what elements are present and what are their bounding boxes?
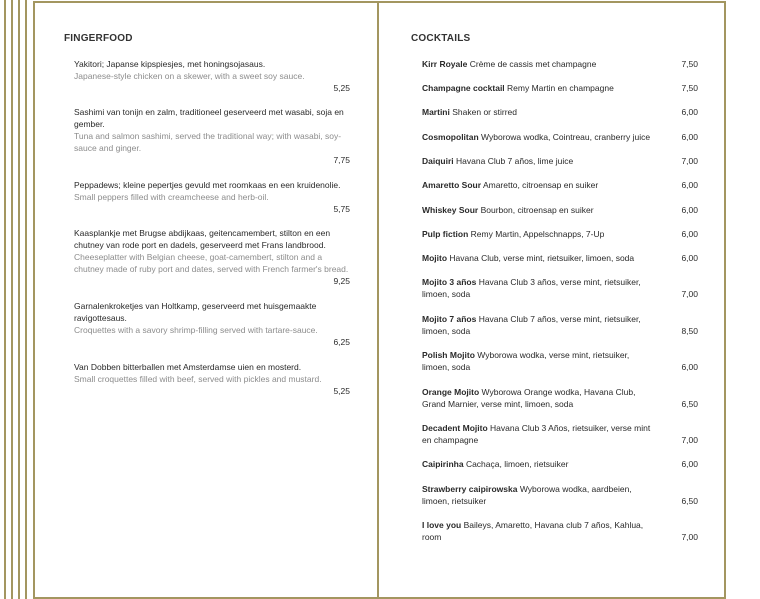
cocktail-price: 6,00 [681,229,698,239]
cocktail-price: 6,00 [681,107,698,117]
cocktail-price: 6,00 [681,132,698,142]
cocktail-price: 6,50 [681,496,698,506]
cocktail-name: Champagne cocktail [422,83,505,93]
cocktail-price: 6,00 [681,362,698,372]
menu-item [74,300,350,348]
cocktail-price: 7,00 [681,156,698,166]
cocktail-ingredients: Havana Club 3 Años, rietsuiker, verse mint en champagne [422,423,651,445]
cocktail-item [422,155,658,167]
cocktail-price: 7,00 [681,435,698,445]
cocktail-item [422,483,658,507]
cocktail-price: 6,00 [681,459,698,469]
cocktail-ingredients: Cachaça, limoen, rietsuiker [465,459,569,469]
item-description-english: Japanese-style chicken on a skewer, with a sweet soy sauce. [74,71,305,81]
cocktail-item [422,131,658,143]
cocktail-item [422,58,658,70]
item-description-dutch: Garnalenkroketjes van Holtkamp, geserveerd met huisgemaakte ravigottesaus. [74,301,317,323]
fingerfood-heading: FINGERFOOD [64,33,133,44]
cocktail-name: Decadent Mojito [422,423,488,433]
cocktail-ingredients: Shaken or stirred [452,107,517,117]
cocktail-ingredients: Remy Martin en champagne [507,83,614,93]
cocktail-item [422,276,658,300]
item-description-english: Small croquettes filled with beef, served with pickles and mustard. [74,374,322,384]
item-description-english: Small peppers filled with creamcheese and herb-oil. [74,192,269,202]
cocktail-ingredients: Wyborowa Orange wodka, Havana Club, Grand Marnier, verse mint, limoen, soda [422,387,636,409]
decorative-rule [18,0,20,599]
cocktail-price: 6,00 [681,205,698,215]
cocktail-name: I love you [422,520,462,530]
decorative-rule [25,0,27,599]
cocktail-ingredients: Amaretto, citroensap en suiker [482,180,599,190]
item-description-english: Cheeseplatter with Belgian cheese, goat-camembert, stilton and a chutney made of ruby port and dates, served with French farmer's bread. [74,252,349,274]
cocktail-price: 7,00 [681,289,698,299]
item-price: 5,25 [333,386,350,396]
cocktail-name: Mojito 3 años [422,277,477,287]
item-description-dutch: Kaasplankje met Brugse abdijkaas, geitencamembert, stilton en een chutney van rode port en dadels, geserveerd met Frans landbrood. [74,228,331,250]
cocktail-price: 7,50 [681,59,698,69]
decorative-rule [11,0,13,599]
cocktail-name: Whiskey Sour [422,205,479,215]
item-description-dutch: Sashimi van tonijn en zalm, traditioneel geserveerd met wasabi, soja en gember. [74,107,344,129]
cocktail-item [422,386,658,410]
cocktail-name: Cosmopolitan [422,132,479,142]
cocktail-item [422,228,658,240]
item-price: 9,25 [333,276,350,286]
cocktail-item [422,349,658,373]
menu-item [74,106,350,166]
menu-item [74,361,350,397]
cocktail-name: Pulp fiction [422,229,469,239]
cocktail-ingredients: Havana Club 3 años, verse mint, rietsuiker, limoen, soda [422,277,641,299]
column-divider [377,1,379,599]
cocktail-name: Polish Mojito [422,350,475,360]
item-description-english: Croquettes with a savory shrimp-filling served with tartare-sauce. [74,325,318,335]
cocktail-item [422,204,658,216]
cocktail-price: 8,50 [681,326,698,336]
item-description-english: Tuna and salmon sashimi, served the traditional way; with wasabi, soy-sauce and ginger. [74,131,342,153]
cocktail-price: 6,00 [681,180,698,190]
cocktail-price: 6,00 [681,253,698,263]
cocktail-name: Amaretto Sour [422,180,482,190]
cocktail-item [422,82,658,94]
menu-item [74,227,350,287]
cocktail-ingredients: Havana Club 7 años, lime juice [456,156,574,166]
item-price: 5,75 [333,204,350,214]
cocktail-item [422,519,658,543]
cocktail-item [422,458,658,470]
cocktail-price: 6,50 [681,399,698,409]
cocktail-name: Orange Mojito [422,387,480,397]
item-description-dutch: Yakitori; Japanse kipspiesjes, met honingsojasaus. [74,59,266,69]
cocktail-name: Mojito [422,253,448,263]
cocktail-price: 7,50 [681,83,698,93]
cocktail-ingredients: Baileys, Amaretto, Havana club 7 años, Kahlua, room [422,520,644,542]
cocktail-name: Strawberry caipirowska [422,484,518,494]
cocktail-ingredients: Wyborowa wodka, Cointreau, cranberry juice [481,132,651,142]
cocktail-item [422,179,658,191]
item-price: 7,75 [333,155,350,165]
cocktails-heading: COCKTAILS [411,33,471,44]
cocktail-item [422,252,658,264]
cocktail-item [422,313,658,337]
cocktail-name: Martini [422,107,450,117]
item-price: 5,25 [333,83,350,93]
cocktail-name: Kirr Royale [422,59,468,69]
cocktail-item [422,422,658,446]
item-price: 6,25 [333,337,350,347]
cocktail-ingredients: Crème de cassis met champagne [469,59,597,69]
cocktail-ingredients: Wyborowa wodka, verse mint, rietsuiker, limoen, soda [422,350,630,372]
cocktail-ingredients: Havana Club 7 años, verse mint, rietsuiker, limoen, soda [422,314,641,336]
decorative-rule [4,0,6,599]
item-description-dutch: Peppadews; kleine pepertjes gevuld met roomkaas en een kruidenolie. [74,180,341,190]
cocktail-name: Caipirinha [422,459,464,469]
cocktail-item [422,106,658,118]
cocktail-ingredients: Havana Club, verse mint, rietsuiker, limoen, soda [449,253,635,263]
cocktail-ingredients: Wyborowa wodka, aardbeien, limoen, rietsuiker [422,484,632,506]
item-description-dutch: Van Dobben bitterballen met Amsterdamse uien en mosterd. [74,362,302,372]
cocktail-ingredients: Remy Martin, Appelschnapps, 7-Up [470,229,605,239]
cocktail-ingredients: Bourbon, citroensap en suiker [480,205,594,215]
cocktail-name: Mojito 7 años [422,314,477,324]
menu-item [74,179,350,215]
cocktail-name: Daiquiri [422,156,454,166]
cocktail-price: 7,00 [681,532,698,542]
menu-item [74,58,350,94]
